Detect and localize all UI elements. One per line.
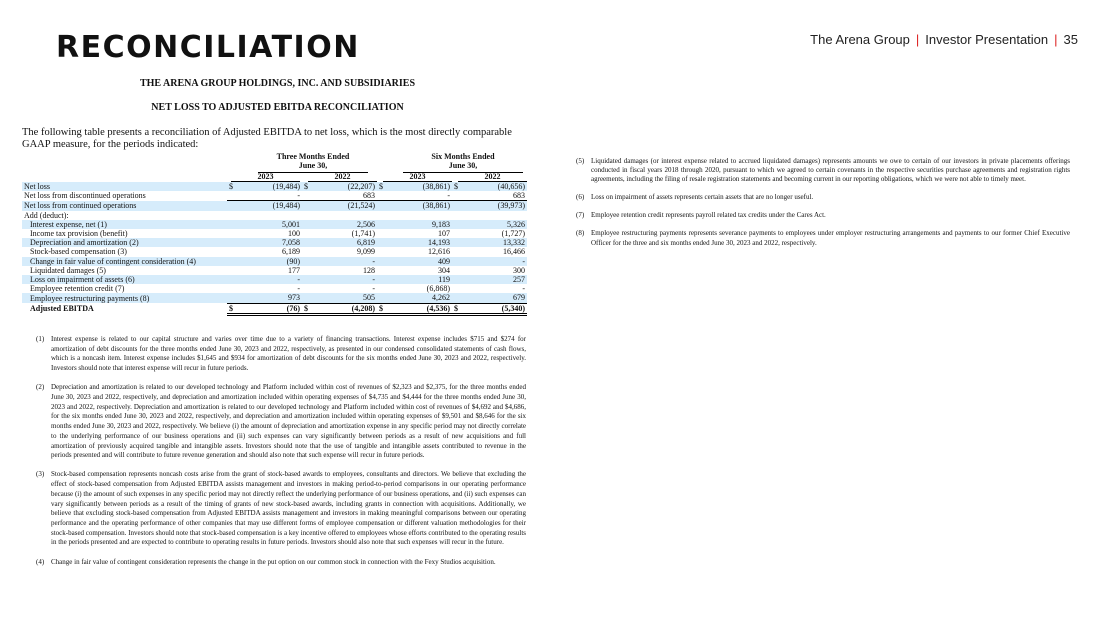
year-header: 2022 — [308, 172, 377, 182]
table-cell: (38,861) — [387, 182, 452, 191]
year-header: 2023 — [231, 172, 300, 182]
footnote — [576, 211, 1070, 220]
currency-sign — [377, 191, 387, 201]
footnote-text: Liquidated damages (or interest expense related to accrued liquidated damages) represents amounts we owe to certain of our investors in private placements offerings conducted in fiscal years 2018 through 2020, pursuant to which we agreed to certain covenants in the respective securities purchase agreements and registration rights agreements, including the filing of resale registration statements and becoming current in our reporting obligations, which we were not able to timely meet. — [591, 157, 1070, 184]
currency-sign — [452, 284, 462, 293]
table-cell — [237, 211, 302, 220]
table-row — [22, 247, 527, 256]
table-row — [22, 275, 527, 284]
currency-sign — [227, 201, 237, 211]
table-cell: 679 — [462, 293, 527, 303]
table-cell: 6,189 — [282, 247, 300, 257]
table-cell: (40,656) — [462, 182, 527, 191]
table-cell: 100 — [288, 229, 300, 239]
currency-sign — [302, 257, 312, 266]
currency-sign — [377, 229, 387, 238]
table-cell: - — [297, 284, 300, 294]
table-row — [22, 284, 527, 293]
table-cell: - — [237, 191, 302, 201]
currency-sign: $ — [377, 303, 387, 314]
row-label: Loss on impairment of assets (6) — [22, 275, 227, 284]
footnote-number: (3) — [36, 470, 45, 479]
currency-sign — [377, 293, 387, 303]
table-row — [22, 293, 527, 303]
currency-sign — [377, 284, 387, 293]
group-header-three-months — [258, 152, 368, 170]
table-cell: - — [462, 257, 527, 266]
footnote — [576, 157, 1070, 184]
table-cell: 14,193 — [387, 238, 452, 247]
currency-sign — [452, 201, 462, 211]
currency-sign — [302, 238, 312, 247]
currency-sign — [452, 238, 462, 247]
currency-sign — [302, 229, 312, 238]
group-header-label: Three Months Ended June 30, — [276, 152, 350, 170]
table-cell: (90) — [237, 257, 302, 266]
group-header-six-months — [403, 152, 523, 170]
currency-sign — [377, 247, 387, 256]
company-heading: THE ARENA GROUP HOLDINGS, INC. AND SUBSIDIARIES — [139, 78, 416, 89]
year-header: 2022 — [458, 172, 527, 182]
table-cell: (4,536) — [387, 303, 452, 314]
footnote-text: Employee restructuring payments represents severance payments to employees under employer restructuring arrangements and payments to our former Chief Executive Officer for the three and six months ended June 30, 2023 and 2022, respectively. — [591, 229, 1070, 247]
currency-sign — [452, 266, 462, 275]
table-cell: - — [372, 284, 375, 294]
table-row — [22, 229, 527, 238]
table-cell: (19,484) — [237, 182, 302, 191]
table-cell: 973 — [237, 293, 302, 303]
table-cell: 107 — [438, 229, 450, 239]
currency-sign — [302, 293, 312, 303]
table-cell: 6,819 — [312, 238, 377, 247]
currency-sign — [302, 247, 312, 256]
table-cell: 300 — [513, 265, 525, 275]
currency-sign — [227, 191, 237, 201]
row-label: Change in fair value of contingent consideration (4) — [22, 257, 227, 266]
footnote — [36, 383, 526, 461]
table-cell: 7,058 — [237, 238, 302, 247]
header-separator: | — [1054, 32, 1058, 47]
footnote — [576, 193, 1070, 202]
footnote-text: Depreciation and amortization is related to our developed technology and Platform included within cost of revenues of $2,323 and $2,375, for the three months ended June 30, 2023 and 2022, respectively, and depreciation and amortization included within operating expenses of $4,735 and $4,444 for the three months ended June 30, 2023 and 2022, respectively. Depreciation and amortization is related to our developed technology and Platform included within cost of revenues of $4,692 and $4,686, for the six months ended June 30, 2023 and 2022, respectively, and depreciation and amortization included within operating expenses of $9,501 and $8,646 for the six months ended June 30, 2023 and 2022, respectively. We believe (i) the amount of depreciation and amortization expense in any specific period may not directly correlate to the underlying performance of our business operations and (ii) such expenses can vary significantly between periods as a result of new acquisitions and full amortization of previously acquired tangible and intangible assets. Investors should note that the use of tangible and intangible assets contributed to revenue in the periods presented and will contribute to future revenue generation and should also note that such expense will recur in future periods. — [51, 383, 526, 460]
row-label: Employee retention credit (7) — [30, 284, 125, 294]
currency-sign: $ — [227, 303, 237, 314]
currency-sign — [377, 257, 387, 266]
table-cell — [462, 211, 527, 220]
currency-sign — [377, 211, 387, 220]
table-cell: 16,466 — [503, 247, 525, 257]
currency-sign — [452, 211, 462, 220]
currency-sign — [302, 201, 312, 211]
table-cell — [312, 211, 377, 220]
table-cell: - — [237, 275, 302, 284]
table-row — [22, 303, 527, 314]
currency-sign — [302, 191, 312, 201]
table-row — [22, 201, 527, 211]
reconciliation-heading: NET LOSS TO ADJUSTED EBITDA RECONCILIATION — [151, 102, 404, 113]
currency-sign — [377, 266, 387, 275]
table-row — [22, 191, 527, 201]
table-row — [22, 220, 527, 229]
table-row — [22, 211, 527, 220]
currency-sign — [302, 266, 312, 275]
table-cell: (6,868) — [426, 284, 450, 294]
row-label: Depreciation and amortization (2) — [22, 238, 227, 247]
row-label: Add (deduct): — [24, 210, 69, 220]
currency-sign: $ — [452, 303, 462, 314]
table-cell: 409 — [387, 257, 452, 266]
currency-sign — [452, 220, 462, 229]
footnote-text: Loss on impairment of assets represents certain assets that are no longer useful. — [591, 193, 814, 202]
row-label: Net loss — [22, 182, 227, 191]
table-cell — [387, 211, 452, 220]
row-label: Adjusted EBITDA — [30, 304, 94, 314]
currency-sign — [452, 257, 462, 266]
table-cell: 304 — [438, 265, 450, 275]
currency-sign — [452, 247, 462, 256]
currency-sign — [452, 293, 462, 303]
table-cell: 119 — [387, 275, 452, 284]
table-cell: 683 — [312, 191, 377, 201]
table-cell: 12,616 — [428, 247, 450, 257]
currency-sign — [452, 275, 462, 284]
currency-sign — [377, 275, 387, 284]
row-label: Interest expense, net (1) — [22, 220, 227, 229]
currency-sign — [302, 284, 312, 293]
row-label: Income tax provision (benefit) — [30, 229, 128, 239]
table-cell: 5,001 — [237, 220, 302, 229]
currency-sign — [227, 284, 237, 293]
table-cell: (1,741) — [351, 229, 375, 239]
currency-sign: $ — [302, 303, 312, 314]
table-cell: (22,207) — [312, 182, 377, 191]
header-separator: | — [915, 32, 920, 47]
table-cell: - — [522, 284, 525, 294]
slide-title: RECONCILIATION — [56, 30, 360, 65]
table-cell: 505 — [312, 293, 377, 303]
table-cell: - — [387, 191, 452, 201]
currency-sign: $ — [452, 182, 462, 191]
currency-sign — [227, 220, 237, 229]
currency-sign — [377, 238, 387, 247]
currency-sign — [227, 266, 237, 275]
table-cell: 128 — [363, 265, 375, 275]
currency-sign — [377, 220, 387, 229]
currency-sign — [227, 211, 237, 220]
table-row — [22, 238, 527, 247]
table-cell: 13,332 — [462, 238, 527, 247]
table-row — [22, 266, 527, 275]
year-header-row — [22, 172, 527, 182]
row-label: Stock-based compensation (3) — [30, 247, 127, 257]
footnotes-right — [576, 157, 1070, 257]
table-cell: - — [312, 257, 377, 266]
row-label: Net loss from continued operations — [22, 201, 227, 211]
footnote-text: Employee retention credit represents payroll related tax credits under the Cares Act. — [591, 211, 826, 220]
row-label: Net loss from discontinued operations — [24, 191, 146, 201]
table-cell: (76) — [237, 303, 302, 314]
group-header-label: Six Months Ended June 30, — [431, 152, 495, 170]
currency-sign: $ — [377, 182, 387, 191]
currency-sign — [227, 247, 237, 256]
footnote-text: Interest expense is related to our capital structure and varies over time due to a variety of financing transactions. Interest expense includes $715 and $274 for amortization of debt discounts for the three months ended June 30, 2023 and 2022, respectively, as presented in our condensed consolidated statements of cash flows, which is a noncash item. Interest expense includes $1,645 and $934 for amortization of debt discounts for the six months ended June 30, 2023 and 2022, respectively. Investors should note that interest expense will recur in future periods. — [51, 335, 526, 373]
page-number: 35 — [1063, 32, 1078, 47]
footnote-number: (4) — [36, 557, 45, 566]
currency-sign: $ — [227, 182, 237, 191]
currency-sign — [227, 238, 237, 247]
intro-paragraph: The following table presents a reconciliation of Adjusted EBITDA to net loss, which is the most directly comparable GAAP measure, for the periods indicated: — [22, 127, 512, 150]
currency-sign — [377, 201, 387, 211]
currency-sign — [452, 191, 462, 201]
currency-sign — [227, 229, 237, 238]
footnote-number: (6) — [576, 193, 585, 202]
slide-header — [810, 32, 1078, 47]
footnote-number: (1) — [36, 335, 45, 343]
table-cell: (21,524) — [312, 201, 377, 211]
table-cell: - — [312, 275, 377, 284]
table-cell: 9,099 — [357, 247, 375, 257]
currency-sign: $ — [302, 182, 312, 191]
currency-sign — [227, 293, 237, 303]
currency-sign — [302, 220, 312, 229]
section-name: Investor Presentation — [925, 32, 1049, 47]
reconciliation-table — [22, 182, 527, 316]
brand-name: The Arena Group — [810, 32, 910, 47]
table-cell: 4,262 — [387, 293, 452, 303]
currency-sign — [227, 275, 237, 284]
footnote — [36, 335, 526, 374]
table-row — [22, 257, 527, 266]
table-cell: (1,727) — [501, 229, 525, 239]
table-cell: 683 — [462, 191, 527, 201]
footnote-number: (8) — [576, 229, 585, 238]
footnote — [576, 229, 1070, 247]
year-header: 2023 — [383, 172, 452, 182]
table-cell: 9,183 — [387, 220, 452, 229]
table-cell: 5,326 — [462, 220, 527, 229]
table-cell: (5,340) — [462, 303, 527, 314]
currency-sign — [302, 211, 312, 220]
currency-sign — [302, 275, 312, 284]
footnote — [36, 470, 526, 548]
table-cell: 2,506 — [312, 220, 377, 229]
footnote — [36, 558, 526, 568]
table-cell: 177 — [288, 265, 300, 275]
footnote-number: (5) — [576, 157, 585, 165]
footnote-number: (2) — [36, 383, 45, 392]
row-label: Liquidated damages (5) — [30, 265, 106, 275]
currency-sign — [227, 257, 237, 266]
row-label: Employee restructuring payments (8) — [22, 293, 227, 303]
currency-sign — [452, 229, 462, 238]
footnotes-left — [36, 335, 526, 577]
table-cell: (19,484) — [237, 201, 302, 211]
table-cell: 257 — [462, 275, 527, 284]
table-row — [22, 182, 527, 191]
footnote-number: (7) — [576, 211, 585, 220]
footnote-text: Change in fair value of contingent consideration represents the change in the put option on our common stock in connection with the Fexy Studios acquisition. — [51, 557, 496, 566]
table-cell: (39,973) — [462, 201, 527, 211]
footnote-text: Stock-based compensation represents noncash costs arise from the grant of stock-based awards to employees, consultants and directors. We believe that excluding the effect of stock-based compensation from Adjusted EBITDA assists management and investors in making period-to-period comparisons in our operating performance because (i) the amount of such expenses in any specific period may not directly reflect the underlying performance of our business operations, and (ii) such expenses can vary significantly between periods as a result of the timing of grants of new stock-based awards, including grants in connection with acquisitions. Additionally, we believe that excluding stock-based compensation from Adjusted EBITDA assists management and investors in making meaningful comparisons between our operating performance and the operating performance of other companies that may use different forms of employee compensation or different valuation methodologies for their stock-based compensation. Investors should note that stock-based compensation is a key incentive offered to employees whose efforts contributed to the operating results in the periods presented and are expected to contribute to operating results in future periods. Investors should also note that such expenses will recur in the future. — [51, 470, 526, 547]
table-cell: (38,861) — [387, 201, 452, 211]
table-cell: (4,208) — [312, 303, 377, 314]
